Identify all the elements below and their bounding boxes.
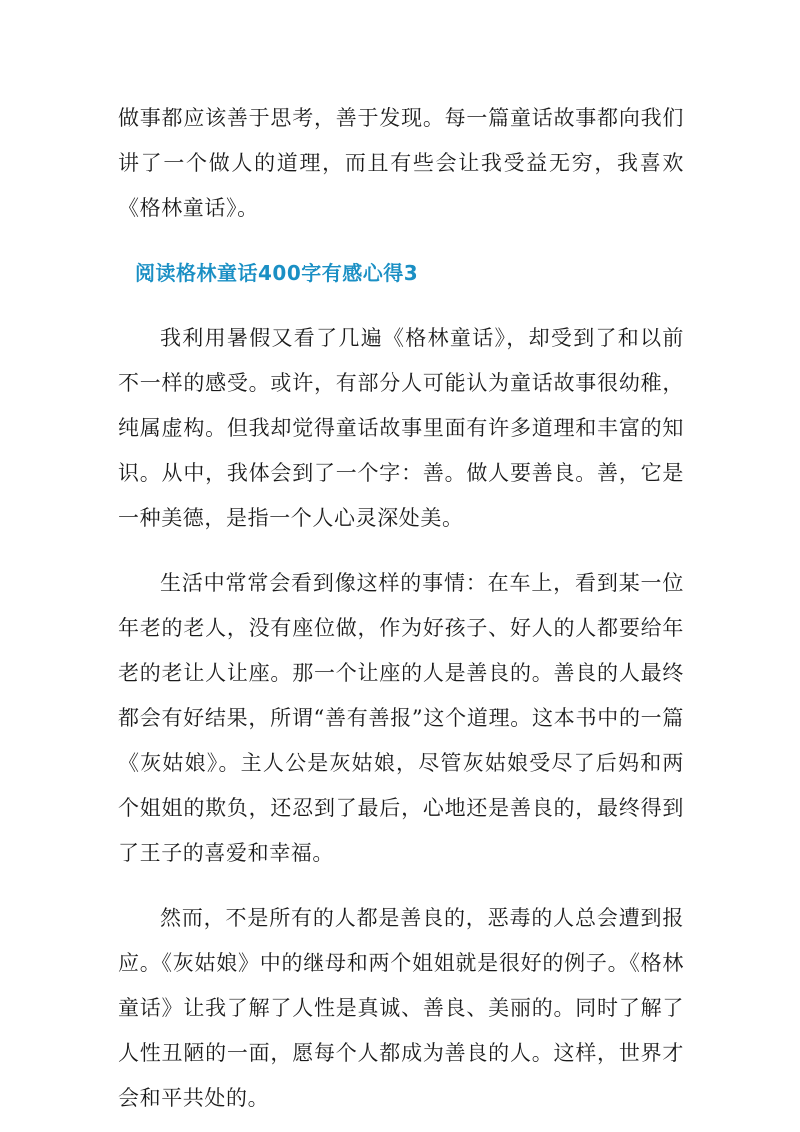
paragraph-3: 然而，不是所有的人都是善良的，恶毒的人总会遭到报应。《灰姑娘》中的继母和两个姐姐就是很好的例子。《格林童话》让我了解了人性是真诚、善良、美丽的。同时了解了人性丑陋的一面，愿每个人都成为善良的人。这样，世界才会和平共处的。	[118, 906, 684, 1110]
spacer	[118, 231, 684, 251]
spacer	[118, 876, 684, 896]
document-page	[118, 96, 684, 1121]
section-heading: 阅读格林童话400字有感心得3	[135, 261, 419, 285]
spacer	[118, 541, 684, 561]
spacer	[118, 296, 684, 316]
paragraph-1: 我利用暑假又看了几遍《格林童话》，却受到了和以前不一样的感受。或许，有部分人可能认为童话故事很幼稚，纯属虚构。但我却觉得童话故事里面有许多道理和丰富的知识。从中，我体会到了一个字：善。做人要善良。善，它是一种美德，是指一个人心灵深处美。	[118, 326, 684, 530]
paragraph-continued: 做事都应该善于思考，善于发现。每一篇童话故事都向我们讲了一个做人的道理，而且有些会让我受益无穷，我喜欢《格林童话》。	[118, 106, 684, 220]
paragraph-2: 生活中常常会看到像这样的事情：在车上，看到某一位年老的老人，没有座位做，作为好孩子、好人的人都要给年老的老让人让座。那一个让座的人是善良的。善良的人最终都会有好结果，所谓“善有善报”这个道理。这本书中的一篇《灰姑娘》。主人公是灰姑娘，尽管灰姑娘受尽了后妈和两个姐姐的欺负，还忍到了最后，心地还是善良的，最终得到了王子的喜爱和幸福。	[118, 571, 684, 865]
